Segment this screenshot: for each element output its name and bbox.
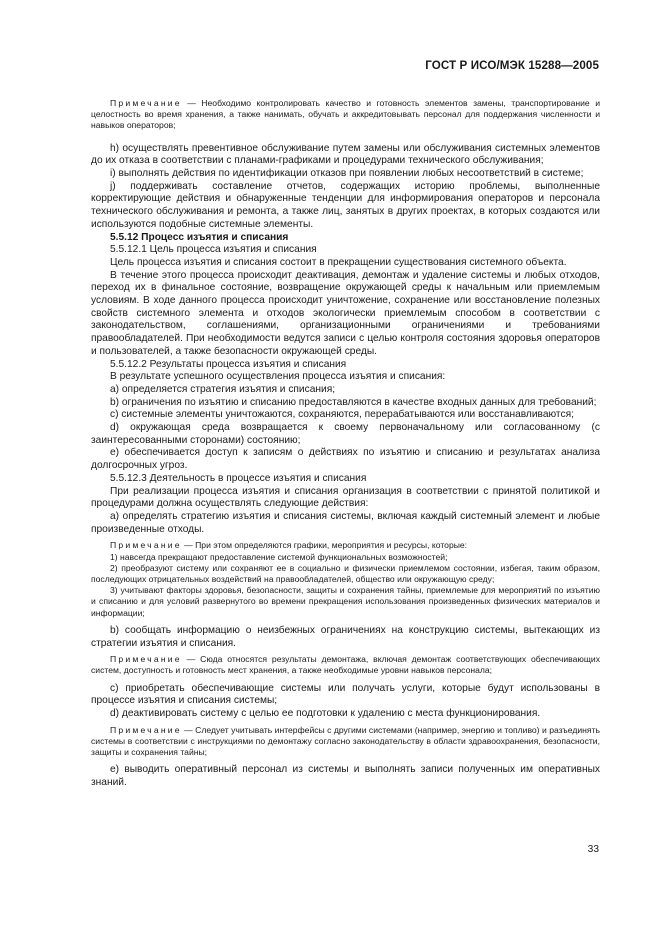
note-label: Примечание [110, 540, 182, 551]
activity-b: b) сообщать информацию о неизбежных ограничениях на конструкцию системы, вытекающих из стратегии изъятия и списания. [91, 624, 600, 649]
result-e: e) обеспечивается доступ к записям о действиях по изъятию и списанию и результатах анализа долгосрочных угроз. [91, 447, 600, 472]
page-content [91, 94, 600, 790]
note-4 [91, 725, 600, 759]
note-label: Примечание [110, 724, 182, 735]
note-text: — Сюда относятся результаты демонтажа, включая демонтаж соответствующих обеспечивающих систем, доступность и готовность мест хранения, а также необходимые уровни навыков персонала; [91, 654, 600, 676]
note-1 [91, 98, 600, 132]
note-2 [91, 540, 600, 618]
result-b: b) ограничения по изъятию и списанию предоставляются в качестве входных данных для требований; [110, 396, 597, 408]
result-c: c) системные элементы уничтожаются, сохраняются, перерабатываются или восстанавливаются; [110, 409, 574, 421]
subsection-heading: 5.5.12.2 Результаты процесса изъятия и списания [110, 358, 347, 370]
item-i: i) выполнять действия по идентификации отказов при появлении любых несоответствий в системе; [110, 168, 584, 180]
item-h: h) осуществлять превентивное обслуживание путем замены или обслуживания системных элементов до их отказа в соответствии с планами-графиками и процедурами технического обслуживания; [91, 142, 600, 167]
note-label: Примечание [110, 654, 182, 665]
note-text: — При этом определяются графики, мероприятия и ресурсы, которые: [184, 540, 468, 551]
subsection-heading: 5.5.12.1 Цель процесса изъятия и списания [110, 244, 317, 256]
note-item: 3) учитывают факторы здоровья, безопасности, защиты и сохранения тайны, приемлемые для мероприятий по изъятию и списанию и для условий развернутого во времени прекращения использования произведенных физических материалов и информации; [91, 585, 600, 618]
paragraph: Цель процесса изъятия и списания состоит в прекращении существования системного объекта. [110, 256, 567, 268]
paragraph: В результате успешного осуществления процесса изъятия и списания: [110, 371, 446, 383]
result-a: а) определяется стратегия изъятия и списания; [110, 383, 336, 395]
paragraph: При реализации процесса изъятия и списания организация в соответствии с принятой политикой и процедурами должна осуществлять следующие действия: [91, 485, 600, 510]
note-3 [91, 654, 600, 676]
note-line [91, 540, 600, 551]
section-heading: 5.5.12 Процесс изъятия и списания [110, 231, 289, 243]
note-text: — Необходимо контролировать качество и готовность элементов замены, транспортирование и целостность во время хранения, а также нанимать, обучать и аккредитовывать персонал для поддержания численности и навыков операторов; [91, 98, 600, 131]
subsection-heading: 5.5.12.3 Деятельность в процессе изъятия и списания [110, 472, 367, 484]
activity-c: c) приобретать обеспечивающие системы или получать услуги, которые будут использованы в процессе изъятия и списания системы; [91, 682, 600, 707]
activity-a: а) определять стратегию изъятия и списания системы, включая каждый системный элемент и любые произведенные отходы. [91, 511, 600, 535]
item-j: j) поддерживать составление отчетов, содержащих историю проблемы, выполненные корректирующие действия и обнаруженные тенденции для информирования операторов и персонала технического обслуживания и ремонта, а также лиц, занятых в других проектах, в которых создаются или используются подобные системные элементы. [91, 180, 600, 230]
result-d: d) окружающая среда возвращается к своему первоначальному или согласованному (с заинтересованными сторонами) состоянию; [91, 422, 600, 446]
activity-d: d) деактивировать систему с целью ее подготовки к удалению с места функционирования. [110, 708, 541, 720]
note-item: 2) преобразуют систему или сохраняют ее в социально и физически приемлемом состоянии, избегая, таким образом, последующих отрицательных воздействий на правообладателей, общество или окружающую среду; [91, 562, 600, 585]
note-label: Примечание [110, 98, 182, 108]
paragraph: В течение этого процесса происходит деактивация, демонтаж и удаление системы и любых отходов, переход их в финальное состояние, возвращение окружающей среды к начальным или приемлемым условиям. В ходе данного процесса происходит уничтожение, сохранение или восстановление полезных свойств системного элемента и отходов экологически приемлемым способом в соответствии с законодательством, соглашениями, организационными ограничениями и требованиями правообладателей. При необходимости ведутся записи с целью контроля состояния здоровья операторов и пользователей, а также безопасности окружающей среды. [91, 269, 600, 357]
note-text: — Следует учитывать интерфейсы с другими системами (например, энергию и топливо) и разъединять системы в соответствии с инструкциями по демонтажу согласно законодательству в области здравоохранения, безопасности, защиты и сохранения тайны; [91, 724, 600, 758]
activity-e: e) выводить оперативный персонал из системы и выполнять записи полученных им оперативных знаний. [91, 764, 600, 789]
page-number: 33 [587, 844, 599, 855]
document-header: ГОСТ Р ИСО/МЭК 15288—2005 [425, 59, 599, 72]
note-item: 1) навсегда прекращают предоставление системой функциональных возможностей; [110, 551, 448, 562]
